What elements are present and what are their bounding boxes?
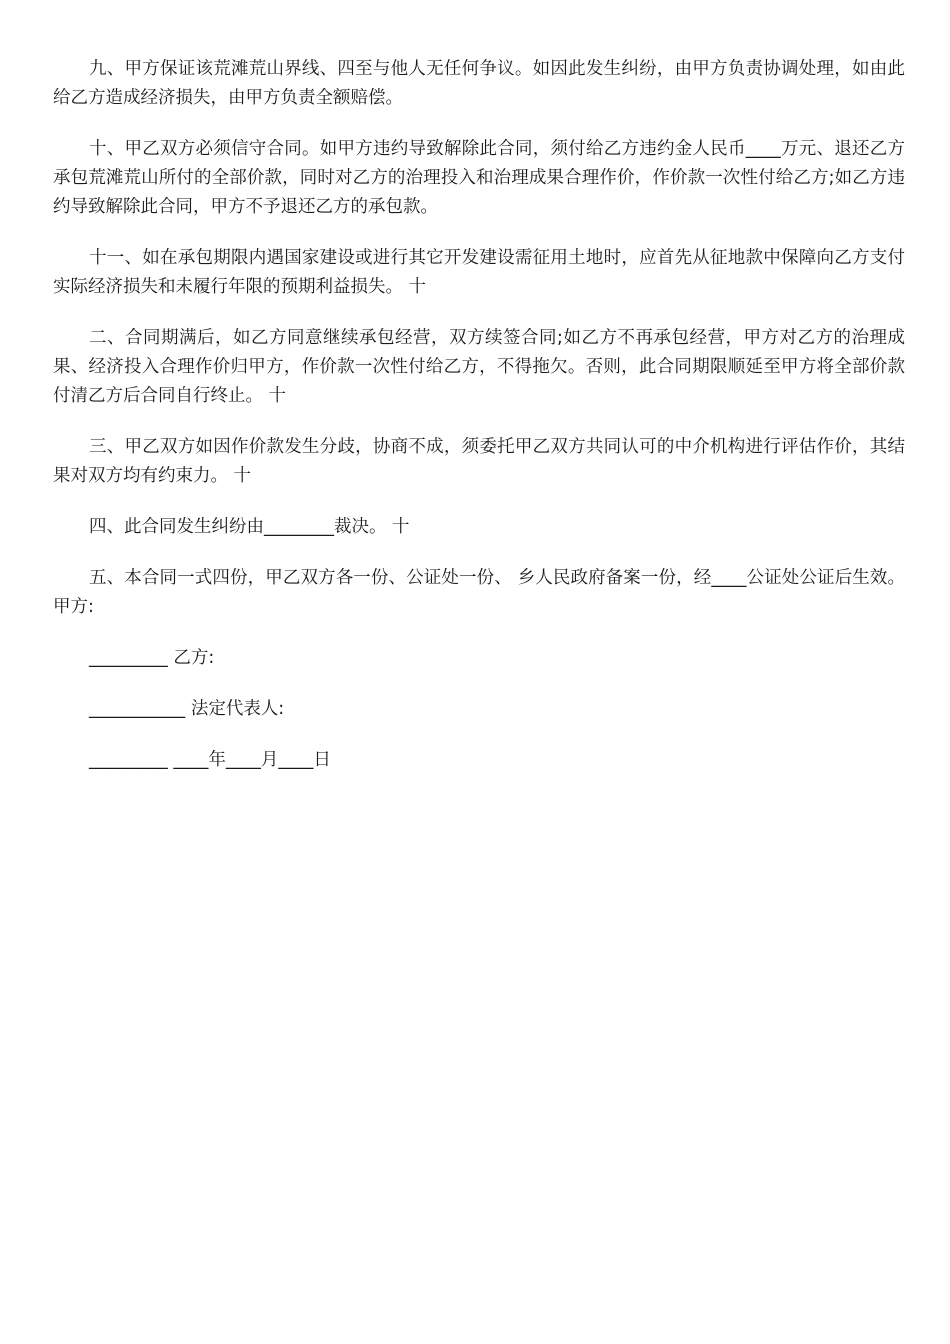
signature-legal-representative: ___________ 法定代表人: [89,699,285,719]
clause-15: 五、本合同一式四份，甲乙双方各一份、公证处一份、 乡人民政府备案一份，经____公证处公证后生效。 甲方: [53,568,905,617]
clause-11: 十一、如在承包期限内遇国家建设或进行其它开发建设需征用土地时，应首先从征地款中保障向乙方支付实际经济损失和未履行年限的预期利益损失。 十 [53,248,905,297]
contract-page [53,55,905,797]
clause-10: 十、甲乙双方必须信守合同。如甲方违约导致解除此合同，须付给乙方违约金人民币____万元、退还乙方承包荒滩荒山所付的全部价款，同时对乙方的治理投入和治理成果合理作价，作价款一次性付给乙方;如乙方违约导致解除此合同，甲方不予退还乙方的承包款。 [53,139,905,217]
clause-14: 四、此合同发生纠纷由________裁决。 十 [89,517,410,537]
signature-date: _________ ____年____月____日 [89,750,331,770]
clause-13: 三、甲乙双方如因作价款发生分歧，协商不成，须委托甲乙双方共同认可的中介机构进行评估作价，其结果对双方均有约束力。 十 [53,437,905,486]
clause-12: 二、合同期满后，如乙方同意继续承包经营，双方续签合同;如乙方不再承包经营，甲方对乙方的治理成果、经济投入合理作价归甲方，作价款一次性付给乙方，不得拖欠。否则，此合同期限顺延至甲方将全部价款付清乙方后合同自行终止。 十 [53,328,905,406]
signature-party-b: _________ 乙方: [89,648,215,668]
clause-9: 九、甲方保证该荒滩荒山界线、四至与他人无任何争议。如因此发生纠纷，由甲方负责协调处理，如由此给乙方造成经济损失，由甲方负责全额赔偿。 [53,59,905,108]
